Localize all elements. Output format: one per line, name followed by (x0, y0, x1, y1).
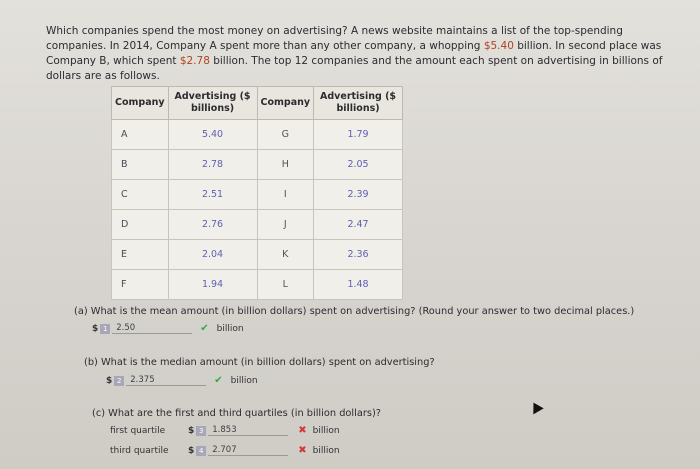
answer-badge: 3 (196, 426, 206, 436)
third-quartile-label: third quartile (110, 445, 169, 456)
amount-cell: 2.05 (314, 150, 403, 180)
company-cell: K (257, 240, 314, 270)
unit-label: billion (230, 375, 258, 386)
table-row (112, 270, 403, 300)
unit-label: billion (216, 323, 244, 334)
amount-cell: 2.36 (314, 240, 403, 270)
amount-cell: 1.79 (314, 120, 403, 150)
intro-text-1: Which companies spend the most money on advertising? A news website maintains a list of the top-spending companies. In 2014, Company A spent more than any other company, a whopping (46, 25, 623, 52)
question-b: (b) What is the median amount (in billion dollars) spent on advertising? (84, 357, 435, 368)
answer-badge: 1 (100, 324, 110, 334)
problem-intro (46, 24, 686, 84)
company-cell: L (257, 270, 314, 300)
currency-symbol: $ (106, 375, 113, 386)
answer-row-a (92, 323, 244, 334)
company-cell: E (112, 240, 169, 270)
amount-cell: 1.94 (168, 270, 257, 300)
table-row (112, 180, 403, 210)
answer-row-b (106, 375, 258, 386)
answer-badge: 2 (114, 376, 124, 386)
intro-amount-a: $5.40 (483, 40, 514, 52)
unit-label: billion (312, 445, 340, 456)
cross-icon: ✖ (298, 445, 307, 456)
cross-icon: ✖ (298, 425, 307, 436)
company-cell: H (257, 150, 314, 180)
amount-cell: 2.51 (168, 180, 257, 210)
median-answer-input[interactable]: 2.375 (126, 375, 206, 386)
company-cell: B (112, 150, 169, 180)
company-cell: D (112, 210, 169, 240)
table-row (112, 240, 403, 270)
amount-cell: 2.04 (168, 240, 257, 270)
company-cell: C (112, 180, 169, 210)
mouse-cursor-icon (528, 400, 543, 415)
table-row (112, 210, 403, 240)
amount-cell: 1.48 (314, 270, 403, 300)
amount-cell: 2.47 (314, 210, 403, 240)
mean-answer-input[interactable]: 2.50 (112, 323, 192, 334)
amount-cell: 2.39 (314, 180, 403, 210)
company-cell: F (112, 270, 169, 300)
check-icon: ✔ (214, 375, 223, 386)
company-cell: A (112, 120, 169, 150)
question-a: (a) What is the mean amount (in billion dollars) spent on advertising? (Round your answer to two decimal places.) (74, 306, 635, 317)
intro-text-2: billion. In second place was Company B, which spent (46, 40, 662, 67)
amount-cell: 2.78 (168, 150, 257, 180)
header-advertising-1: Advertising ($ billions) (168, 87, 257, 120)
third-quartile-row (110, 445, 340, 456)
header-advertising-2: Advertising ($ billions) (314, 87, 403, 120)
intro-amount-b: $2.78 (179, 55, 210, 67)
amount-cell: 2.76 (168, 210, 257, 240)
currency-symbol: $ (188, 425, 195, 436)
header-company-1: Company (112, 87, 169, 120)
first-quartile-input[interactable]: 1.853 (208, 425, 288, 436)
currency-symbol: $ (92, 323, 99, 334)
currency-symbol: $ (188, 445, 195, 456)
table-header-row (112, 87, 403, 120)
company-cell: G (257, 120, 314, 150)
table-row (112, 150, 403, 180)
unit-label: billion (312, 425, 340, 436)
header-company-2: Company (257, 87, 314, 120)
answer-badge: 4 (196, 446, 206, 456)
third-quartile-input[interactable]: 2.707 (208, 445, 288, 456)
question-c: (c) What are the first and third quartiles (in billion dollars)? (92, 408, 382, 419)
advertising-table (111, 86, 403, 300)
first-quartile-label: first quartile (110, 425, 166, 436)
first-quartile-row (110, 425, 340, 436)
check-icon: ✔ (200, 323, 209, 334)
amount-cell: 5.40 (168, 120, 257, 150)
company-cell: J (257, 210, 314, 240)
intro-text-3: billion. The top 12 companies and the amount each spent on advertising in billions of dollars are as follows. (46, 55, 663, 82)
company-cell: I (257, 180, 314, 210)
table-row (112, 120, 403, 150)
